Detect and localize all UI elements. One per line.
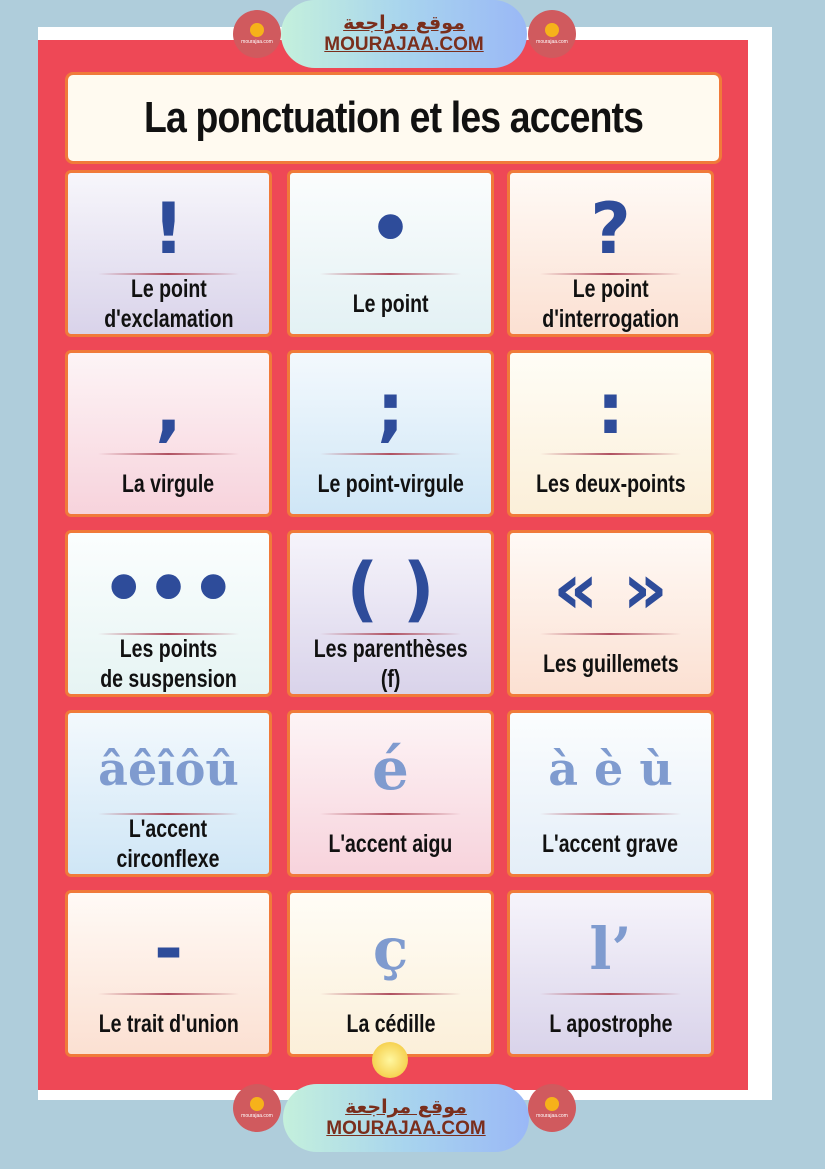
divider	[320, 993, 461, 995]
site-logo-icon: mourajaa.com	[233, 1084, 281, 1132]
site-logo-icon: mourajaa.com	[528, 1084, 576, 1132]
card-label: Les guillemets	[542, 649, 679, 678]
punctuation-card	[287, 530, 494, 697]
divider	[320, 453, 461, 455]
card-label: Le point	[352, 289, 429, 318]
symbol-glyph: ?	[590, 187, 631, 270]
divider	[540, 813, 681, 815]
symbol-glyph: é	[372, 734, 409, 803]
divider	[320, 273, 461, 275]
card-label: L'accent circonflexe	[117, 814, 220, 873]
punctuation-card	[287, 710, 494, 877]
watermark-site: MOURAJAA.COM	[324, 34, 484, 55]
watermark-footer[interactable]	[283, 1084, 529, 1152]
divider	[98, 453, 239, 455]
punctuation-card	[507, 530, 714, 697]
symbol-glyph: ( )	[346, 547, 435, 630]
card-label: L'accent aigu	[328, 829, 453, 858]
punctuation-card	[287, 890, 494, 1057]
card-label: Le point d'exclamation	[103, 274, 234, 333]
divider	[320, 813, 461, 815]
symbol-glyph: •••	[101, 547, 236, 630]
card-label: Les deux-points	[535, 469, 686, 498]
punctuation-card	[65, 350, 272, 517]
card-label: Le point-virgule	[317, 469, 464, 498]
poster-title	[65, 72, 722, 164]
punctuation-card	[287, 350, 494, 517]
punctuation-card	[287, 170, 494, 337]
punctuation-card	[65, 170, 272, 337]
divider	[98, 993, 239, 995]
card-label: Les points de suspension	[100, 634, 237, 693]
site-logo-icon: mourajaa.com	[528, 10, 576, 58]
punctuation-card	[65, 530, 272, 697]
watermark-site: MOURAJAA.COM	[326, 1118, 486, 1139]
card-label: L'accent grave	[542, 829, 679, 858]
symbol-glyph: ç	[372, 914, 409, 983]
divider	[540, 993, 681, 995]
symbol-glyph: ;	[376, 367, 405, 450]
symbol-glyph: •	[368, 187, 413, 270]
punctuation-card	[65, 890, 272, 1057]
title-text: La ponctuation et les accents	[143, 93, 644, 142]
punctuation-card	[507, 350, 714, 517]
punctuation-card	[65, 710, 272, 877]
symbol-glyph: à è ù	[548, 741, 673, 796]
watermark-arabic: موقع مراجعة	[343, 12, 465, 34]
divider	[540, 453, 681, 455]
symbol-glyph: ,	[155, 367, 182, 450]
symbol-glyph: âêîôû	[98, 741, 239, 796]
watermark-arabic: موقع مراجعة	[345, 1096, 467, 1118]
sun-logo-icon	[372, 1042, 408, 1078]
card-label: Le trait d'union	[98, 1009, 239, 1038]
card-label: La cédille	[346, 1009, 435, 1038]
punctuation-card	[507, 170, 714, 337]
watermark-header[interactable]	[281, 0, 527, 68]
symbol-glyph: l’	[589, 914, 632, 983]
card-label: Les parenthèses (f)	[313, 634, 468, 693]
card-label: L apostrophe	[548, 1009, 673, 1038]
symbol-glyph: « »	[553, 547, 668, 630]
site-logo-icon: mourajaa.com	[233, 10, 281, 58]
symbol-glyph: :	[596, 367, 625, 450]
divider	[540, 633, 681, 635]
symbol-glyph: !	[152, 187, 185, 270]
punctuation-card	[507, 710, 714, 877]
card-label: Le point d'interrogation	[542, 274, 679, 333]
symbol-glyph: -	[153, 907, 184, 990]
card-label: La virgule	[122, 469, 215, 498]
punctuation-card	[507, 890, 714, 1057]
